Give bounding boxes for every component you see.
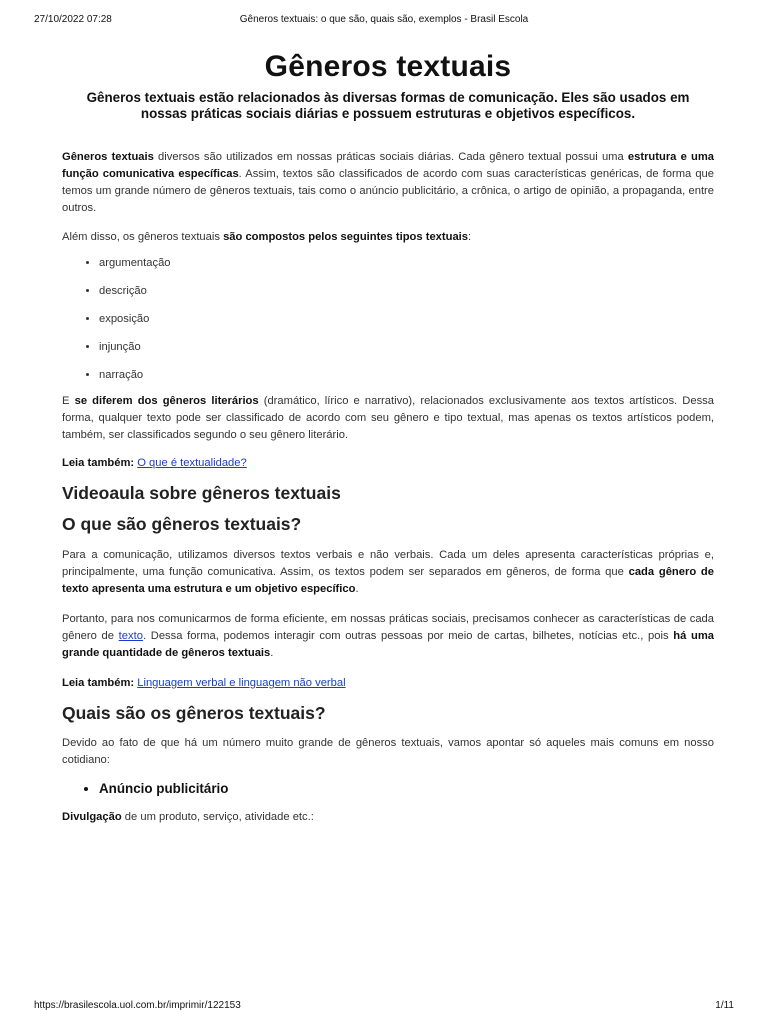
bold-text: Divulgação xyxy=(62,811,122,823)
paragraph-text: de um produto, serviço, atividade etc.: xyxy=(121,811,314,823)
print-date: 27/10/2022 07:28 xyxy=(34,14,112,25)
print-document-title: Gêneros textuais: o que são, quais são, exemplos - Brasil Escola xyxy=(239,14,529,25)
paragraph-text: Portanto, para nos comunicarmos de forma eficiente, em nossas práticas sociais, precisamos conhecer as características de cada gênero de xyxy=(62,613,714,642)
read-also-label: Leia também: xyxy=(62,457,135,469)
paragraph-advertising xyxy=(62,809,714,826)
genres-list xyxy=(62,779,714,799)
paragraph-text: Além disso, os gêneros textuais xyxy=(62,231,224,243)
article-content xyxy=(62,48,714,826)
paragraph-common-genres: Devido ao fato de que há um número muito grande de gêneros textuais, vamos apontar só aqueles mais comuns em nosso cotidiano: xyxy=(62,737,714,766)
paragraph-text: (dramático, lírico e narrativo), relacionados exclusivamente aos textos artísticos. Dessa forma, qualquer texto pode ser classificado de acordo com seu gênero e tipo textual, mas apenas os textos artísticos podem, também, ser classificados segundo o seu gênero literário. xyxy=(62,395,714,441)
page-title: Gêneros textuais xyxy=(264,50,512,83)
print-footer xyxy=(30,1000,738,1014)
paragraph-intro xyxy=(62,149,714,217)
read-also xyxy=(62,675,714,692)
list-item: • argumentação xyxy=(99,255,714,272)
paragraph-efficient-communication xyxy=(62,611,714,662)
text-link[interactable]: texto xyxy=(118,630,143,642)
list-item: • narração xyxy=(99,367,714,384)
bold-text: Gêneros textuais xyxy=(62,151,154,163)
paragraph-text: . xyxy=(270,647,274,659)
bold-text: se diferem dos gêneros literários xyxy=(74,395,259,407)
paragraph-text: Para a comunicação, utilizamos diversos textos verbais e não verbais. Cada um deles apresenta características próprias e, principalmente, uma função comunicativa. Assim, os textos podem ser separados em gêneros, de forma que xyxy=(62,549,714,578)
list-item: • descrição xyxy=(99,283,714,300)
paragraph-text: . Assim, textos são classificados de acordo com suas características genéricas, de forma que temos um grande número de gêneros textuais, tais como o anúncio publicitário, a crônica, o artigo de opinião, a propaganda, entre outros. xyxy=(62,168,714,214)
section-heading-what: O que são gêneros textuais? xyxy=(62,514,302,534)
read-also xyxy=(62,455,714,472)
print-header xyxy=(30,14,738,28)
page-number: 1/11 xyxy=(715,1000,734,1011)
read-also-link[interactable]: Linguagem verbal e linguagem não verbal xyxy=(137,677,346,689)
paragraph-text: . xyxy=(355,583,359,595)
read-also-link[interactable]: O que é textualidade? xyxy=(137,457,247,469)
read-also-label: Leia também: xyxy=(62,677,135,689)
section-heading-which: Quais são os gêneros textuais? xyxy=(62,703,326,723)
paragraph-text: E xyxy=(62,395,75,407)
paragraph-text: . Dessa forma, podemos interagir com outras pessoas por meio de cartas, bilhetes, notícias etc., pois xyxy=(142,630,674,642)
print-url: https://brasilescola.uol.com.br/imprimir/122153 xyxy=(34,1000,241,1011)
section-heading-video: Videoaula sobre gêneros textuais xyxy=(62,483,341,503)
paragraph-literary-genres xyxy=(62,393,714,444)
paragraph-types-intro xyxy=(62,229,714,246)
paragraph-text: diversos são utilizados em nossas práticas sociais diárias. Cada gênero textual possui uma xyxy=(153,151,628,163)
bold-text: cada gênero de texto apresenta uma estrutura e um objetivo específico xyxy=(62,566,714,595)
list-item: • exposição xyxy=(99,311,714,328)
bold-text: estrutura e uma função comunicativa específicas xyxy=(62,151,714,180)
list-item: • injunção xyxy=(99,339,714,356)
bold-text: são compostos pelos seguintes tipos textuais xyxy=(223,231,469,243)
text-types-list xyxy=(62,255,714,384)
article-lead: Gêneros textuais estão relacionados às diversas formas de comunicação. Eles são usados em nossas práticas sociais diárias e possuem estruturas e objetivos específicos. xyxy=(86,90,690,121)
bold-text: há uma grande quantidade de gêneros textuais xyxy=(62,630,715,659)
paragraph-text: : xyxy=(468,231,472,243)
paragraph-communication xyxy=(62,547,714,598)
genre-heading: • Anúncio publicitário xyxy=(99,779,714,799)
